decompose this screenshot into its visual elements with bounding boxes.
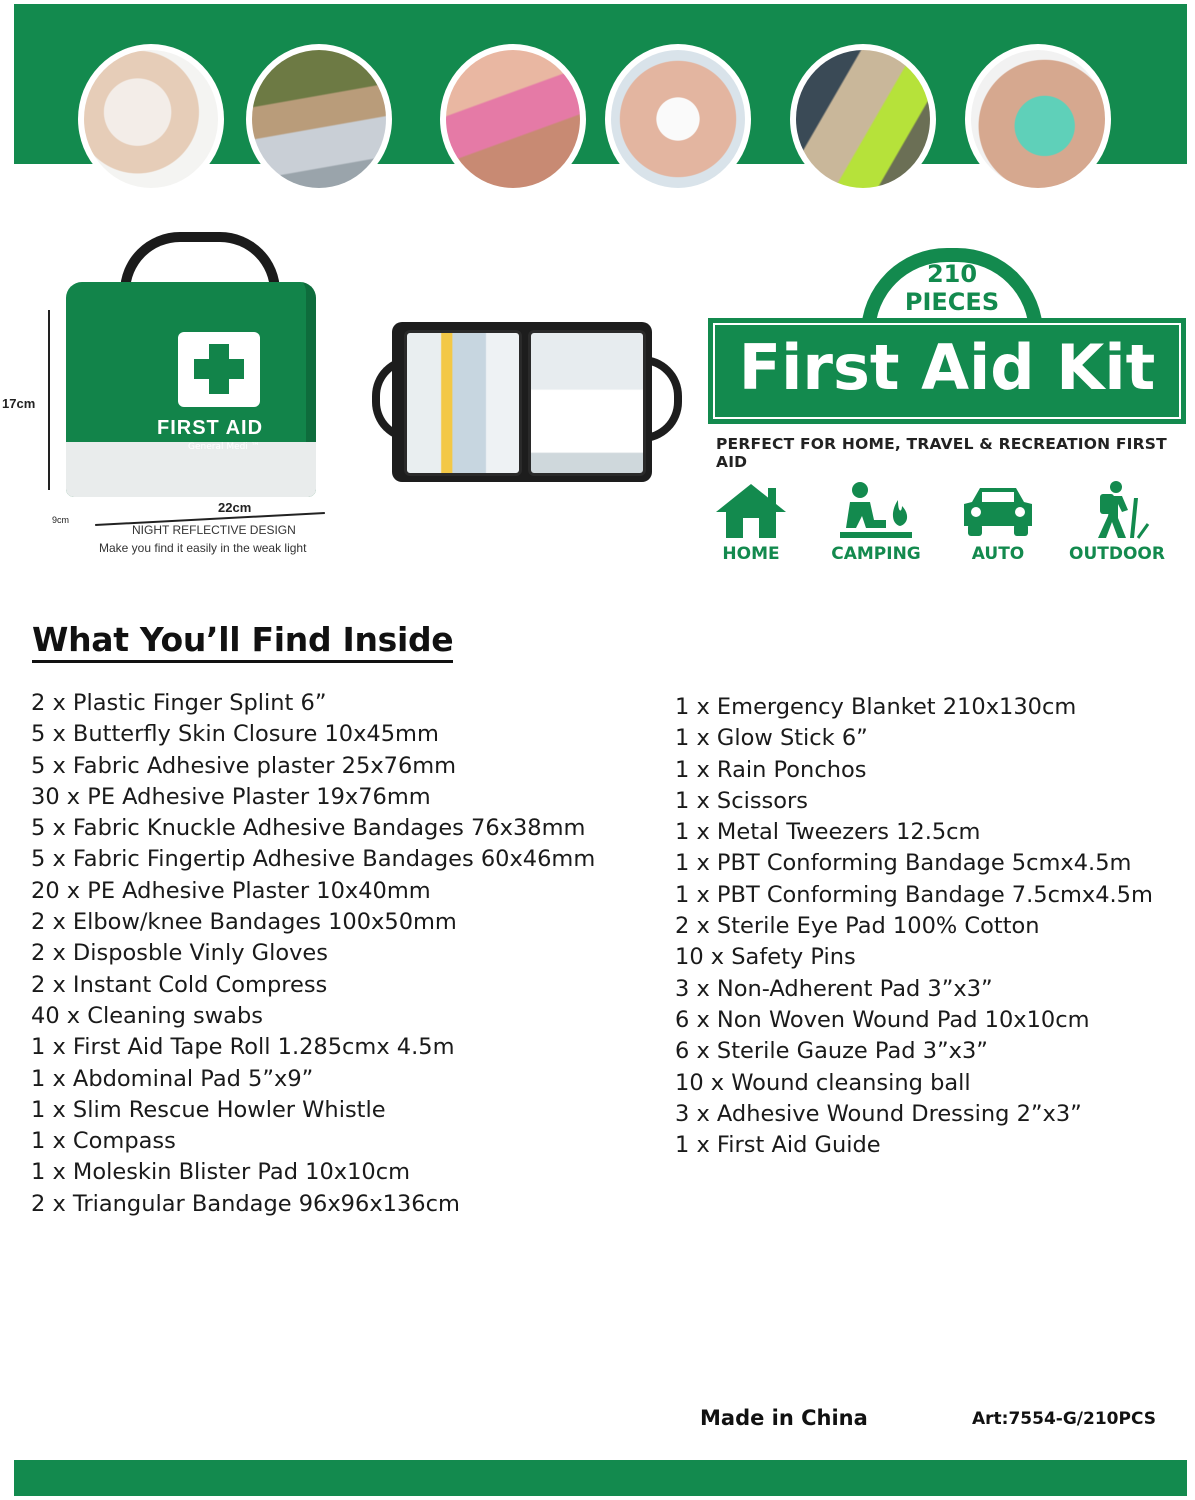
- open-bag-left-pocket: [404, 330, 522, 476]
- list-item: 2 x Sterile Eye Pad 100% Cotton: [675, 913, 1040, 940]
- list-item: 5 x Fabric Fingertip Adhesive Bandages 60x46mm: [31, 846, 596, 873]
- list-item: 6 x Sterile Gauze Pad 3”x3”: [675, 1038, 988, 1065]
- list-item: 5 x Butterfly Skin Closure 10x45mm: [31, 721, 439, 748]
- list-item: 20 x PE Adhesive Plaster 10x40mm: [31, 877, 431, 904]
- list-item: 1 x Glow Stick 6”: [675, 725, 868, 752]
- photo-bandaging-wrist: [78, 44, 224, 194]
- photo-hand-pad: [605, 44, 751, 194]
- medical-cross-icon: [178, 332, 260, 407]
- list-item: 10 x Safety Pins: [675, 944, 856, 971]
- car-icon: [958, 480, 1038, 540]
- list-item: 1 x Metal Tweezers 12.5cm: [675, 819, 981, 846]
- list-item: 5 x Fabric Knuckle Adhesive Bandages 76x38mm: [31, 815, 586, 842]
- campfire-icon: [836, 480, 916, 540]
- list-item: 1 x Emergency Blanket 210x130cm: [675, 694, 1077, 720]
- height-dimension-line: [48, 310, 50, 490]
- use-outdoor: [1066, 480, 1168, 564]
- contents-list-left: [31, 688, 595, 1220]
- use-auto: [958, 480, 1038, 564]
- height-label: 17cm: [2, 396, 36, 411]
- pieces-word: PIECES: [904, 288, 1000, 316]
- use-camping-label: CAMPING: [831, 544, 921, 564]
- bag-label: FIRST AID: [157, 417, 264, 439]
- list-item: 1 x Slim Rescue Howler Whistle: [31, 1096, 386, 1123]
- use-home: [714, 480, 788, 564]
- photo-worker-bandage: [790, 44, 936, 194]
- list-item: 1 x PBT Conforming Bandage 5cmx4.5m: [675, 850, 1132, 877]
- open-bag-illustration: [372, 316, 672, 486]
- first-aid-kit-logo: [708, 248, 1186, 458]
- list-item: 2 x Disposble Vinly Gloves: [31, 940, 328, 967]
- reflective-note-title: NIGHT REFLECTIVE DESIGN: [132, 523, 296, 537]
- origin-label: Made in China: [700, 1406, 868, 1430]
- photo-cold-compress: [965, 44, 1111, 194]
- list-item: 3 x Adhesive Wound Dressing 2”x3”: [675, 1100, 1082, 1127]
- bottom-banner: [14, 1460, 1187, 1496]
- photo-emergency-blanket: [246, 44, 392, 194]
- list-item: 10 x Wound cleansing ball: [675, 1069, 971, 1096]
- logo-title: First Aid Kit: [738, 331, 1156, 404]
- use-camping: [828, 480, 924, 564]
- list-item: 1 x Rain Ponchos: [675, 756, 867, 783]
- list-item: 2 x Plastic Finger Splint 6”: [31, 690, 327, 716]
- use-auto-label: AUTO: [971, 544, 1025, 564]
- list-item: 40 x Cleaning swabs: [31, 1002, 263, 1029]
- list-item: 1 x Abdominal Pad 5”x9”: [31, 1065, 314, 1092]
- depth-label: 9cm: [52, 515, 70, 525]
- use-home-label: HOME: [722, 544, 780, 564]
- pieces-count: 210: [926, 260, 978, 288]
- use-outdoor-label: OUTDOOR: [1069, 544, 1165, 564]
- photo-child-plaster: [440, 44, 586, 194]
- bag-brand: General Medi ™: [188, 442, 260, 452]
- list-item: 6 x Non Woven Wound Pad 10x10cm: [675, 1006, 1090, 1033]
- list-item: 1 x Moleskin Blister Pad 10x10cm: [31, 1159, 410, 1186]
- list-item: 2 x Triangular Bandage 96x96x136cm: [31, 1190, 460, 1217]
- bag-illustration: [60, 232, 340, 522]
- article-number: Art:7554-G/210PCS: [972, 1409, 1156, 1429]
- house-icon: [714, 480, 788, 540]
- list-item: 1 x Scissors: [675, 787, 809, 814]
- list-item: 3 x Non-Adherent Pad 3”x3”: [675, 975, 993, 1002]
- logo-title-box: [708, 318, 1186, 424]
- list-item: 2 x Instant Cold Compress: [31, 971, 328, 998]
- contents-list-right: [675, 692, 1153, 1161]
- tagline: PERFECT FOR HOME, TRAVEL & RECREATION FIRST AID: [716, 435, 1167, 471]
- list-item: 2 x Elbow/knee Bandages 100x50mm: [31, 909, 457, 936]
- list-item: 1 x First Aid Guide: [675, 1132, 881, 1159]
- list-item: 5 x Fabric Adhesive plaster 25x76mm: [31, 752, 457, 779]
- contents-title: What You’ll Find Inside: [32, 620, 453, 663]
- list-item: 1 x PBT Conforming Bandage 7.5cmx4.5m: [675, 881, 1153, 908]
- list-item: 30 x PE Adhesive Plaster 19x76mm: [31, 783, 431, 810]
- list-item: 1 x First Aid Tape Roll 1.285cmx 4.5m: [31, 1034, 455, 1061]
- width-label: 22cm: [218, 500, 252, 515]
- open-bag-right-pocket: [528, 330, 646, 476]
- reflective-note-text: Make you find it easily in the weak light: [99, 541, 307, 555]
- hiker-icon: [1082, 480, 1152, 540]
- list-item: 1 x Compass: [31, 1128, 176, 1155]
